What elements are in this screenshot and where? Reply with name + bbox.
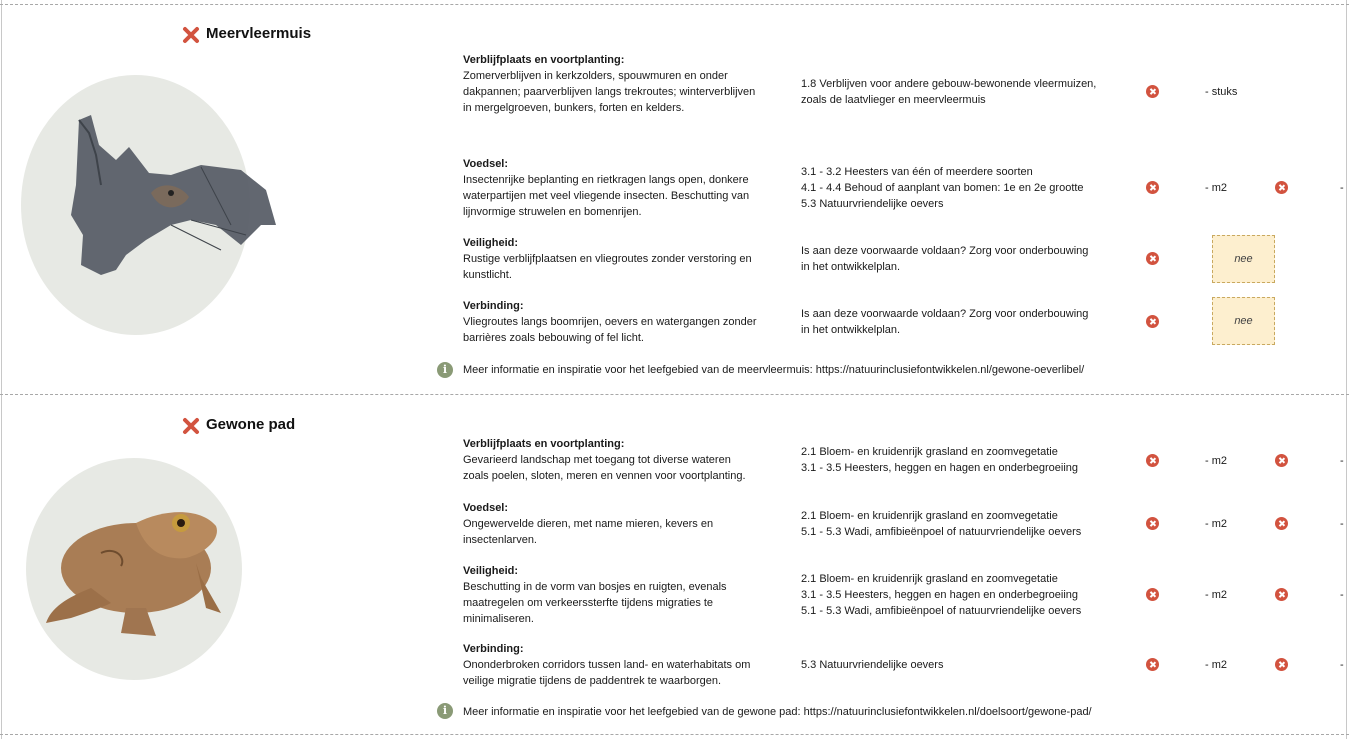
measures-safety: Is aan deze voorwaarde voldaan? Zorg voor onderbouwing in het ontwikkelplan. bbox=[801, 245, 1089, 273]
status-x-icon[interactable] bbox=[1146, 252, 1159, 265]
info-link-text[interactable]: Meer informatie en inspiratie voor het leefgebied van de meervleermuis: https://natuurinclusiefontwikkelen.nl/gewone-oeverlibel/ bbox=[463, 364, 1085, 376]
divider bbox=[0, 734, 1349, 735]
species-photo bbox=[26, 458, 242, 680]
bat-illustration bbox=[21, 75, 281, 335]
info-link-text[interactable]: Meer informatie en inspiratie voor het leefgebied van de gewone pad: https://natuurinclusiefontwikkelen.nl/doelsoort/gewone-pad/ bbox=[463, 706, 1092, 718]
status-x-icon[interactable] bbox=[1275, 658, 1288, 671]
unit-label: - m2 bbox=[1205, 518, 1227, 530]
unit-label: - m2 bbox=[1205, 589, 1227, 601]
status-x-icon[interactable] bbox=[1146, 181, 1159, 194]
species-title: Gewone pad bbox=[206, 416, 296, 433]
measures-safety: 2.1 Bloem- en kruidenrijk grasland en zoomvegetatie 3.1 - 3.5 Heesters, heggen en hagen en onderbegroeiing 5.1 - 5.3 Wadi, amfibieënpoel of natuurvriendelijke oevers bbox=[801, 573, 1082, 617]
species-title: Meervleermuis bbox=[206, 25, 312, 42]
info-icon: i bbox=[437, 362, 453, 378]
dash-mark: - bbox=[1340, 589, 1344, 601]
status-x-icon[interactable] bbox=[1275, 517, 1288, 530]
requirement-connection: Verbinding: Ononderbroken corridors tussen land- en waterhabitats om veilige migratie tijdens de paddentrek te waarborgen. bbox=[463, 643, 751, 687]
unit-label: - stuks bbox=[1205, 86, 1238, 98]
right-border bbox=[1346, 0, 1347, 739]
requirement-safety: Veiligheid: Beschutting in de vorm van bosjes en ruigten, evenals maatregelen om verkeerssterfte tijdens migraties te minimaliseren. bbox=[463, 565, 727, 625]
measures-residence: 1.8 Verblijven voor andere gebouw-bewonende vleermuizen, zoals de laatvlieger en meervleermuis bbox=[801, 78, 1097, 106]
status-x-icon[interactable] bbox=[1146, 588, 1159, 601]
requirement-connection: Verbinding: Vliegroutes langs boomrijen, oevers en watergangen zonder barrières zoals bebouwing of fel licht. bbox=[463, 300, 757, 344]
requirement-food: Voedsel: Insectenrijke beplanting en rietkragen langs open, donkere waterpartijen met veel vliegende insecten. Beschutting van lijnvormige struwelen en bomenrijen. bbox=[463, 158, 750, 218]
measures-food: 3.1 - 3.2 Heesters van één of meerdere soorten 4.1 - 4.4 Behoud of aanplant van bomen: 1e en 2e grootte 5.3 Natuurvriendelijke oevers bbox=[801, 166, 1084, 210]
status-x-icon[interactable] bbox=[1275, 454, 1288, 467]
unit-label: - m2 bbox=[1205, 455, 1227, 467]
dash-mark: - bbox=[1340, 659, 1344, 671]
toad-illustration bbox=[26, 458, 242, 680]
remove-species-icon[interactable] bbox=[182, 26, 200, 44]
status-x-icon[interactable] bbox=[1275, 588, 1288, 601]
answer-dropdown[interactable]: nee bbox=[1212, 235, 1275, 283]
measures-food: 2.1 Bloem- en kruidenrijk grasland en zoomvegetatie 5.1 - 5.3 Wadi, amfibieënpoel of natuurvriendelijke oevers bbox=[801, 510, 1082, 538]
status-x-icon[interactable] bbox=[1146, 658, 1159, 671]
dash-mark: - bbox=[1340, 518, 1344, 530]
unit-label: - m2 bbox=[1205, 182, 1227, 194]
unit-label: - m2 bbox=[1205, 659, 1227, 671]
status-x-icon[interactable] bbox=[1146, 85, 1159, 98]
species-photo bbox=[21, 75, 250, 335]
divider bbox=[0, 4, 1349, 5]
divider bbox=[0, 394, 1349, 395]
status-x-icon[interactable] bbox=[1146, 517, 1159, 530]
requirement-residence: Verblijfplaats en voortplanting: Zomerverblijven in kerkzolders, spouwmuren en onder dakpannen; paarverblijven langs trekroutes; winterverblijven in mergelgroeven, bunkers, forten en kelders. bbox=[463, 54, 756, 114]
left-border bbox=[1, 0, 2, 739]
requirement-residence: Verblijfplaats en voortplanting: Gevarieerd landschap met toegang tot diverse wateren zoals poelen, sloten, meren en vennen voor voortplanting. bbox=[463, 438, 746, 482]
remove-species-icon[interactable] bbox=[182, 417, 200, 435]
status-x-icon[interactable] bbox=[1146, 315, 1159, 328]
status-x-icon[interactable] bbox=[1146, 454, 1159, 467]
requirement-food: Voedsel: Ongewervelde dieren, met name mieren, kevers en insectenlarven. bbox=[463, 502, 714, 546]
measures-connection: Is aan deze voorwaarde voldaan? Zorg voor onderbouwing in het ontwikkelplan. bbox=[801, 308, 1089, 336]
answer-dropdown[interactable]: nee bbox=[1212, 297, 1275, 345]
dash-mark: - bbox=[1340, 182, 1344, 194]
info-icon: i bbox=[437, 703, 453, 719]
requirement-safety: Veiligheid: Rustige verblijfplaatsen en vliegroutes zonder verstoring en kunstlicht. bbox=[463, 237, 752, 281]
status-x-icon[interactable] bbox=[1275, 181, 1288, 194]
dash-mark: - bbox=[1340, 455, 1344, 467]
measures-connection: 5.3 Natuurvriendelijke oevers bbox=[801, 659, 944, 671]
measures-residence: 2.1 Bloem- en kruidenrijk grasland en zoomvegetatie 3.1 - 3.5 Heesters, heggen en hagen en onderbegroeiing bbox=[801, 446, 1079, 474]
